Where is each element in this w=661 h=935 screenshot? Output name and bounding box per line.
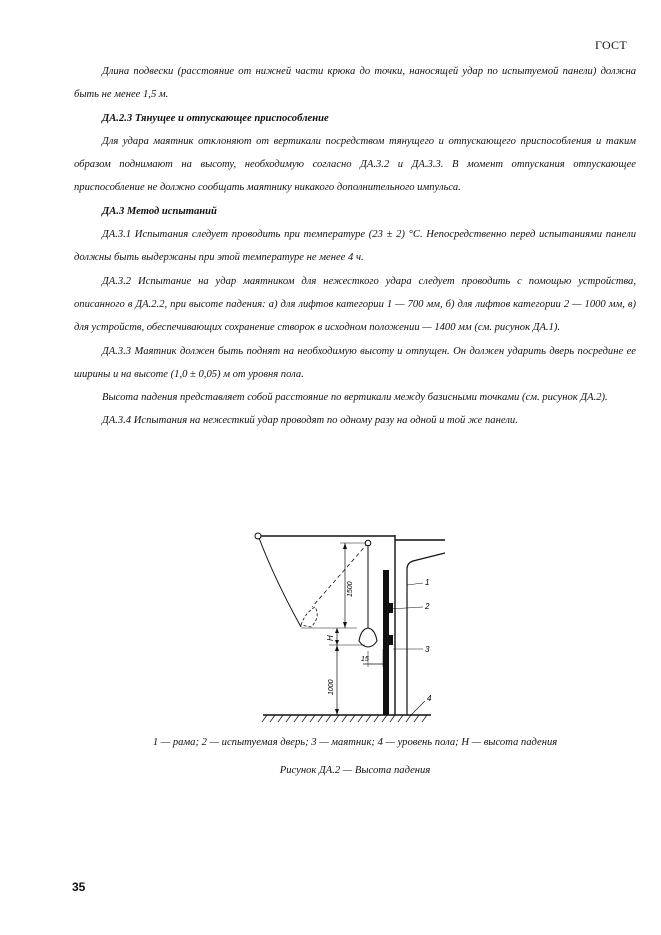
callout-3-pendulum: 3 [425,645,430,654]
paragraph-da-3-4: ДА.3.4 Испытания на нежесткий удар проводят по одному разу на одной и той же панели. [102,415,518,427]
dimension-1500-label: 1500 [347,581,354,597]
frame [395,535,445,715]
dimension-15-label: 15 [361,656,369,663]
test-door [383,570,389,715]
pendulum-bag [359,628,377,647]
drop-height-figure [245,525,445,735]
dimension-1000-label: 1000 [328,679,335,695]
callout-1-frame: 1 [425,578,430,587]
paragraph-suspension-length: Длина подвески (расстояние от нижней части крюка до точки, наносящей удар по испытуемой панели) должна быть не менее 1,5 м. [74,66,636,101]
pendulum-pivot [365,540,371,546]
raised-pendulum-line [312,543,368,607]
figure-legend: 1 — рама; 2 — испытуемая дверь; 3 — маятник; 4 — уровень пола; H — высота падения [152,737,558,748]
paragraph-da-3-3: ДА.3.3 Маятник должен быть поднят на необходимую высоту и отпущен. Он должен ударить дверь посредине ее ширины и на высоте (1,0 ± 0,05) м от уровня пола. [74,345,636,380]
pull-device-pivot [255,533,261,539]
callout-2-door: 2 [425,602,430,611]
paragraph-release-device: Для удара маятник отклоняют от вертикали посредством тянущего и отпускающего приспособления и таким образом поднимают на высоту, необходимую согласно ДА.3.2 и ДА.3.3. В момент отпускания отпускающее приспособление не должно сообщать маятнику никакого дополнительного импульса. [74,135,636,194]
paragraph-drop-height: Высота падения представляет собой расстояние по вертикали между базисными точками (см. рисунок ДА.2). [102,392,608,404]
paragraph-da-3-1: ДА.3.1 Испытания следует проводить при температуре (23 ± 2) °С. Непосредственно перед испытаниями панели должны быть выдержаны при этой температуре не менее 4 ч. [74,229,636,264]
paragraph-da-3-2: ДА.3.2 Испытание на удар маятником для нежесткого удара следует проводить с помощью устройства, описанного в ДА.2.2, при высоте падения: а) для лифтов категории 1 — 700 мм, б) для лифтов категории 2 — 1000 мм, в) для устройств, обеспечивающих сохранение створок в исходном положении — 1400 мм (см. рисунок ДА.1). [74,275,636,334]
floor-hatching [262,715,427,722]
figure-title: Рисунок ДА.2 — Высота падения [279,765,431,776]
page-header-standard: ГОСТ [595,38,627,52]
heading-da-3: ДА.3 Метод испытаний [102,205,217,217]
dimension-h-label: H [326,635,335,641]
pull-cable [259,538,301,627]
page-number: 35 [72,880,86,894]
drop-height-diagram [245,525,445,735]
callout-4-floor: 4 [427,694,432,703]
raised-pendulum-bag [301,607,317,627]
door-fixing-upper [389,603,393,613]
heading-da-2-3: ДА.2.3 Тянущее и отпускающее приспособление [102,112,329,124]
door-fixing-lower [389,635,393,645]
body-text [74,60,636,433]
